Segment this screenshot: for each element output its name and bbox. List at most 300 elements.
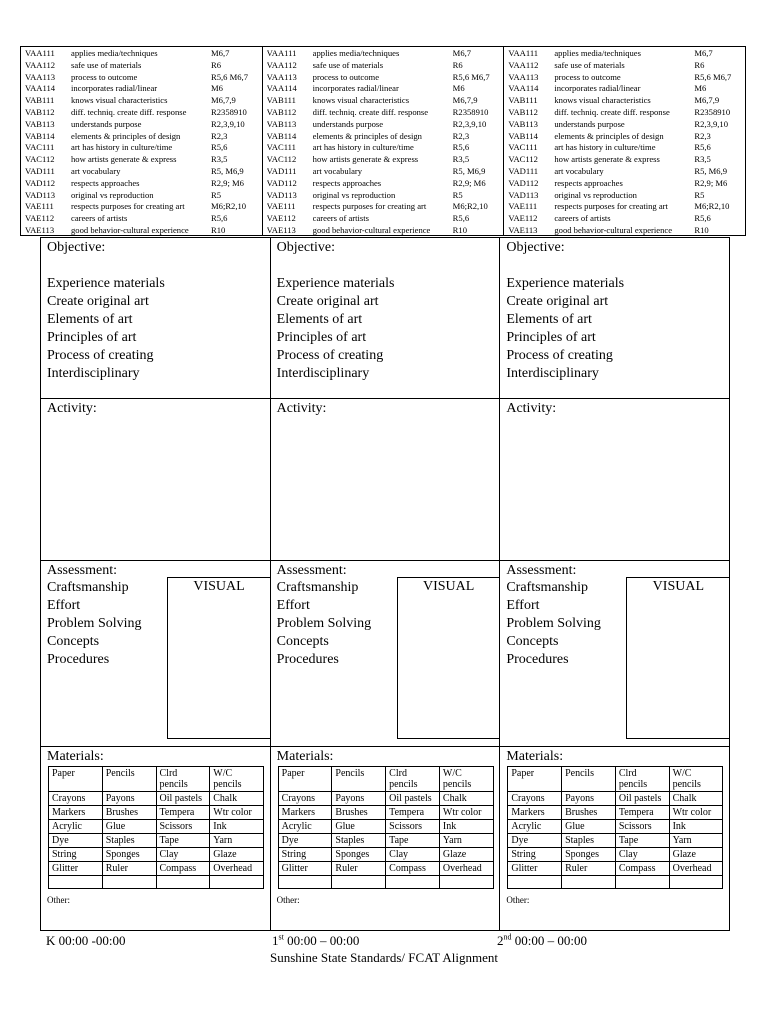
standard-reference: R2358910 — [452, 106, 489, 117]
standard-reference: R2358910 — [694, 106, 731, 117]
material-cell — [508, 876, 562, 889]
materials-row — [508, 767, 723, 792]
material-cell — [156, 876, 210, 889]
standard-row — [508, 107, 743, 119]
material-cell: Brushes — [102, 806, 156, 820]
material-cell: W/C pencils — [210, 767, 264, 792]
standard-reference: R2,9; M6 — [694, 177, 728, 188]
standard-code: VAC112 — [508, 154, 538, 165]
materials-row — [278, 820, 493, 834]
material-cell: Staples — [332, 834, 386, 848]
material-cell — [615, 876, 669, 889]
standard-row — [267, 154, 502, 166]
standard-reference: R2,3 — [211, 130, 228, 141]
standard-row — [508, 119, 743, 131]
material-cell — [562, 876, 616, 889]
standard-reference: M6;R2,10 — [694, 201, 730, 212]
objective-list — [506, 275, 729, 383]
standard-row — [267, 201, 502, 213]
standard-description: respects purposes for creating art — [71, 201, 185, 212]
material-cell: Glitter — [508, 862, 562, 876]
objective-item: Process of creating — [506, 348, 613, 363]
objective-item: Create original art — [276, 294, 379, 309]
standard-code: VAD113 — [266, 189, 297, 200]
standard-row — [25, 131, 260, 143]
standard-description: process to outcome — [71, 71, 138, 82]
standard-reference: M6;R2,10 — [211, 201, 247, 212]
standard-row — [25, 95, 260, 107]
material-cell — [102, 876, 156, 889]
standard-row — [267, 95, 502, 107]
material-cell: Oil pastels — [156, 792, 210, 806]
materials-row — [278, 848, 493, 862]
material-cell: Scissors — [386, 820, 440, 834]
standard-code: VAA111 — [25, 48, 55, 58]
material-cell: Tape — [156, 834, 210, 848]
material-cell: Brushes — [562, 806, 616, 820]
standard-reference: R3,5 — [694, 154, 711, 165]
materials-row — [278, 862, 493, 876]
material-cell: Chalk — [669, 792, 723, 806]
visual-label: VISUAL — [193, 579, 245, 594]
assessment-section — [500, 560, 729, 746]
standard-code: VAE112 — [266, 213, 296, 224]
standard-code: VAE111 — [25, 201, 54, 212]
standard-description: elements & principles of design — [554, 130, 664, 141]
objective-item: Experience materials — [506, 276, 625, 291]
material-cell: Wtr color — [210, 806, 264, 820]
standard-row — [25, 48, 260, 60]
objective-item: Create original art — [506, 294, 609, 309]
standard-reference: R6 — [452, 59, 463, 70]
standard-description: incorporates radial/linear — [554, 83, 641, 94]
material-cell: Ink — [210, 820, 264, 834]
material-cell: String — [278, 848, 332, 862]
standard-description: careers of artists — [554, 213, 611, 224]
footer-caption: Sunshine State Standards/ FCAT Alignment — [270, 950, 498, 965]
standard-code: VAB113 — [266, 118, 297, 129]
materials-table — [48, 766, 264, 889]
materials-row — [508, 876, 723, 889]
standard-row — [267, 83, 502, 95]
standards-column — [262, 47, 504, 235]
standard-reference: R5 — [211, 189, 222, 200]
material-cell: Clay — [386, 848, 440, 862]
material-cell: Acrylic — [278, 820, 332, 834]
standard-code: VAD111 — [508, 165, 539, 176]
material-cell: Sponges — [562, 848, 616, 862]
footer-second-time: 2nd 00:00 – 00:00 — [497, 932, 587, 948]
standard-description: applies media/techniques — [71, 48, 158, 58]
standard-description: incorporates radial/linear — [71, 83, 158, 94]
standard-code: VAC111 — [266, 142, 296, 153]
standard-code: VAB114 — [266, 130, 297, 141]
standard-code: VAE113 — [25, 224, 55, 235]
standard-row — [25, 107, 260, 119]
objective-item: Elements of art — [47, 312, 133, 327]
standard-code: VAA113 — [508, 71, 539, 82]
material-cell: Acrylic — [508, 820, 562, 834]
activity-section — [500, 398, 729, 560]
footer-first-time: 1st 00:00 – 00:00 — [272, 932, 360, 948]
objective-list — [277, 275, 500, 383]
material-cell: Scissors — [156, 820, 210, 834]
assessment-item: Procedures — [276, 652, 339, 667]
standard-row — [25, 83, 260, 95]
activity-title: Activity: — [276, 401, 327, 416]
material-cell: Staples — [562, 834, 616, 848]
standard-row — [508, 95, 743, 107]
material-cell: Brushes — [332, 806, 386, 820]
standard-description: understands purpose — [71, 118, 142, 129]
standard-row — [267, 190, 502, 202]
standard-row — [267, 72, 502, 84]
materials-row — [508, 848, 723, 862]
material-cell: Dye — [278, 834, 332, 848]
standard-row — [267, 142, 502, 154]
standard-reference: R5,6 — [694, 213, 711, 224]
material-cell: Oil pastels — [615, 792, 669, 806]
lesson-column — [41, 238, 270, 930]
material-cell: Yarn — [669, 834, 723, 848]
material-cell: Wtr color — [669, 806, 723, 820]
material-cell: Compass — [615, 862, 669, 876]
standard-description: original vs reproduction — [554, 189, 637, 200]
standard-row — [25, 225, 260, 237]
standard-row — [25, 142, 260, 154]
objective-item: Principles of art — [47, 330, 137, 345]
standard-reference: M6,7,9 — [211, 95, 236, 106]
standard-description: art vocabulary — [71, 165, 121, 176]
materials-section — [271, 746, 500, 930]
standard-row — [508, 72, 743, 84]
standard-row — [508, 178, 743, 190]
standard-description: knows visual characteristics — [554, 95, 651, 106]
standard-description: diff. techniq. create diff. response — [312, 106, 429, 117]
standard-reference: R2,3 — [452, 130, 470, 141]
material-cell: Scissors — [615, 820, 669, 834]
material-cell: Payons — [332, 792, 386, 806]
standard-reference: R2,3,9,10 — [452, 118, 487, 129]
standard-reference: R5,6 M6,7 — [694, 71, 732, 82]
objective-item: Create original art — [47, 294, 149, 309]
standard-reference: R6 — [694, 59, 705, 70]
standard-row — [267, 119, 502, 131]
standard-reference: R5, M6,9 — [452, 165, 486, 176]
standard-reference: R5,6 — [452, 142, 470, 153]
standard-description: how artists generate & express — [554, 154, 660, 165]
activity-title: Activity: — [47, 401, 97, 416]
standard-description: applies media/techniques — [554, 48, 641, 58]
objective-section — [271, 238, 500, 398]
objective-section — [41, 238, 270, 398]
materials-row — [49, 862, 264, 876]
materials-section — [41, 746, 270, 930]
material-cell: Ruler — [562, 862, 616, 876]
assessment-item: Effort — [506, 598, 540, 613]
assessment-item: Problem Solving — [47, 616, 142, 631]
material-cell: Glaze — [439, 848, 493, 862]
material-cell: Tape — [386, 834, 440, 848]
materials-row — [278, 806, 493, 820]
material-cell: Glaze — [669, 848, 723, 862]
standard-code: VAD113 — [508, 189, 539, 200]
standard-reference: R3,5 — [211, 154, 228, 165]
material-cell: Tape — [615, 834, 669, 848]
standard-row — [508, 166, 743, 178]
assessment-item: Craftsmanship — [47, 580, 129, 595]
standard-row — [508, 225, 743, 237]
standard-code: VAB114 — [25, 130, 55, 141]
standard-code: VAB112 — [25, 106, 55, 117]
standard-description: art vocabulary — [554, 165, 604, 176]
material-cell: Paper — [49, 767, 103, 792]
material-cell: Clay — [156, 848, 210, 862]
standard-reference: R5,6 — [694, 142, 711, 153]
material-cell: Markers — [49, 806, 103, 820]
standard-row — [25, 201, 260, 213]
assessment-item: Problem Solving — [506, 616, 601, 631]
standard-code: VAA112 — [25, 59, 56, 70]
standard-reference: M6,7 — [211, 48, 230, 58]
standard-reference: R2,9; M6 — [452, 177, 486, 188]
standard-description: safe use of materials — [554, 59, 625, 70]
standard-code: VAD111 — [266, 165, 297, 176]
standard-row — [267, 225, 502, 237]
assessment-item: Procedures — [47, 652, 110, 667]
material-cell — [278, 876, 332, 889]
standard-reference: R5,6 — [452, 213, 470, 224]
standard-code: VAA114 — [508, 83, 539, 94]
materials-table — [278, 766, 494, 889]
objective-title: Objective: — [47, 240, 106, 255]
materials-row — [49, 834, 264, 848]
standard-row — [508, 48, 743, 60]
material-cell: Clay — [615, 848, 669, 862]
standard-row — [25, 178, 260, 190]
standard-description: knows visual characteristics — [71, 95, 168, 106]
activity-section — [41, 398, 270, 560]
standard-description: original vs reproduction — [312, 189, 396, 200]
assessment-item: Effort — [47, 598, 81, 613]
material-cell: Acrylic — [49, 820, 103, 834]
objective-list — [47, 275, 270, 383]
standard-row — [508, 154, 743, 166]
material-cell: Dye — [49, 834, 103, 848]
materials-section — [500, 746, 729, 930]
standard-row — [508, 213, 743, 225]
standard-row — [508, 131, 743, 143]
material-cell: Tempera — [386, 806, 440, 820]
material-cell — [210, 876, 264, 889]
standard-code: VAB111 — [25, 95, 55, 106]
material-cell: Chalk — [439, 792, 493, 806]
standard-code: VAC112 — [266, 154, 297, 165]
material-cell: Clrd pencils — [386, 767, 440, 792]
standard-code: VAB112 — [508, 106, 538, 117]
lesson-column — [499, 238, 729, 930]
standard-description: understands purpose — [312, 118, 384, 129]
standard-code: VAA112 — [508, 59, 539, 70]
standard-reference: R5, M6,9 — [211, 165, 244, 176]
standard-description: elements & principles of design — [312, 130, 422, 141]
material-cell: Dye — [508, 834, 562, 848]
standard-description: process to outcome — [312, 71, 380, 82]
material-cell: Pencils — [332, 767, 386, 792]
standard-description: safe use of materials — [312, 59, 384, 70]
materials-row — [49, 767, 264, 792]
standard-description: good behavior-cultural experience — [312, 224, 431, 235]
visual-box — [167, 577, 270, 739]
standard-row — [508, 83, 743, 95]
other-label: Other: — [506, 895, 530, 905]
standard-row — [267, 213, 502, 225]
materials-row — [508, 834, 723, 848]
materials-row — [49, 792, 264, 806]
standard-code: VAD112 — [508, 177, 539, 188]
standard-code: VAC112 — [25, 154, 55, 165]
standard-code: VAA114 — [266, 83, 297, 94]
standard-row — [25, 213, 260, 225]
lesson-plan-grid — [40, 237, 730, 931]
standard-row — [25, 119, 260, 131]
standards-column — [503, 47, 745, 235]
material-cell: W/C pencils — [439, 767, 493, 792]
materials-row — [508, 820, 723, 834]
standard-row — [508, 201, 743, 213]
standard-code: VAE113 — [508, 224, 538, 235]
material-cell: Pencils — [102, 767, 156, 792]
standards-column — [21, 47, 262, 235]
standard-description: how artists generate & express — [71, 154, 177, 165]
materials-row — [49, 876, 264, 889]
standard-code: VAB113 — [508, 118, 538, 129]
standard-row — [25, 60, 260, 72]
materials-row — [49, 848, 264, 862]
standard-row — [267, 48, 502, 60]
material-cell: Paper — [278, 767, 332, 792]
standard-description: safe use of materials — [71, 59, 142, 70]
objective-item: Interdisciplinary — [47, 366, 140, 381]
material-cell: Overhead — [669, 862, 723, 876]
material-cell — [669, 876, 723, 889]
standard-code: VAA111 — [266, 48, 297, 58]
standard-reference: M6 — [211, 83, 223, 94]
standard-reference: M6;R2,10 — [452, 201, 488, 212]
standard-code: VAD112 — [25, 177, 56, 188]
standard-description: elements & principles of design — [71, 130, 181, 141]
standard-code: VAD111 — [25, 165, 55, 176]
standard-row — [25, 154, 260, 166]
standard-description: art has history in culture/time — [554, 142, 656, 153]
standard-reference: R2,9; M6 — [211, 177, 244, 188]
standard-code: VAD112 — [266, 177, 297, 188]
standard-row — [267, 178, 502, 190]
material-cell: Compass — [156, 862, 210, 876]
material-cell: String — [49, 848, 103, 862]
standard-description: careers of artists — [71, 213, 128, 224]
standard-description: how artists generate & express — [312, 154, 419, 165]
standard-description: respects approaches — [554, 177, 623, 188]
visual-box — [626, 577, 729, 739]
standard-code: VAE112 — [508, 213, 538, 224]
standard-reference: R2,3,9,10 — [694, 118, 729, 129]
standard-code: VAA111 — [508, 48, 539, 58]
material-cell: Glue — [562, 820, 616, 834]
standard-reference: R5,6 — [211, 142, 228, 153]
assessment-section — [41, 560, 270, 746]
objective-title: Objective: — [506, 240, 565, 255]
material-cell: W/C pencils — [669, 767, 723, 792]
materials-row — [508, 862, 723, 876]
standard-description: good behavior-cultural experience — [554, 224, 673, 235]
activity-section — [271, 398, 500, 560]
objective-item: Process of creating — [276, 348, 384, 363]
standard-row — [267, 60, 502, 72]
standard-description: diff. techniq. create diff. response — [554, 106, 670, 117]
standard-reference: R2,3 — [694, 130, 711, 141]
standard-reference: R5, M6,9 — [694, 165, 728, 176]
standard-description: respects purposes for creating art — [312, 201, 427, 212]
assessment-item: Effort — [276, 598, 310, 613]
standard-reference: R5 — [694, 189, 705, 200]
material-cell: Ink — [669, 820, 723, 834]
material-cell: Glue — [332, 820, 386, 834]
standard-description: applies media/techniques — [312, 48, 400, 58]
material-cell: Yarn — [439, 834, 493, 848]
visual-box — [397, 577, 500, 739]
objective-item: Experience materials — [47, 276, 165, 291]
standard-code: VAA114 — [25, 83, 56, 94]
assessment-title: Assessment: — [47, 563, 117, 578]
material-cell: Overhead — [439, 862, 493, 876]
standard-row — [25, 72, 260, 84]
objective-item: Interdisciplinary — [506, 366, 599, 381]
standard-code: VAE112 — [25, 213, 55, 224]
material-cell: Crayons — [508, 792, 562, 806]
visual-label: VISUAL — [423, 579, 475, 594]
standard-description: original vs reproduction — [71, 189, 154, 200]
materials-row — [49, 806, 264, 820]
objective-item: Process of creating — [47, 348, 154, 363]
standard-code: VAA113 — [266, 71, 297, 82]
objective-item: Elements of art — [276, 312, 363, 327]
material-cell: Tempera — [615, 806, 669, 820]
assessment-item: Procedures — [506, 652, 569, 667]
materials-row — [278, 834, 493, 848]
material-cell: Sponges — [102, 848, 156, 862]
material-cell — [49, 876, 103, 889]
material-cell: Compass — [386, 862, 440, 876]
assessment-section — [271, 560, 500, 746]
other-label: Other: — [47, 895, 70, 905]
standard-row — [25, 166, 260, 178]
material-cell: Glue — [102, 820, 156, 834]
objective-item: Experience materials — [276, 276, 395, 291]
assessment-item: Concepts — [276, 634, 329, 649]
standard-code: VAB114 — [508, 130, 538, 141]
standard-code: VAA113 — [25, 71, 56, 82]
standard-reference: R5,6 — [211, 213, 228, 224]
standard-reference: M6 — [694, 83, 707, 94]
assessment-item: Craftsmanship — [506, 580, 588, 595]
standard-reference: R10 — [452, 224, 467, 235]
standard-code: VAB111 — [508, 95, 538, 106]
objective-title: Objective: — [276, 240, 335, 255]
objective-item: Elements of art — [506, 312, 592, 327]
material-cell: Wtr color — [439, 806, 493, 820]
materials-row — [278, 792, 493, 806]
